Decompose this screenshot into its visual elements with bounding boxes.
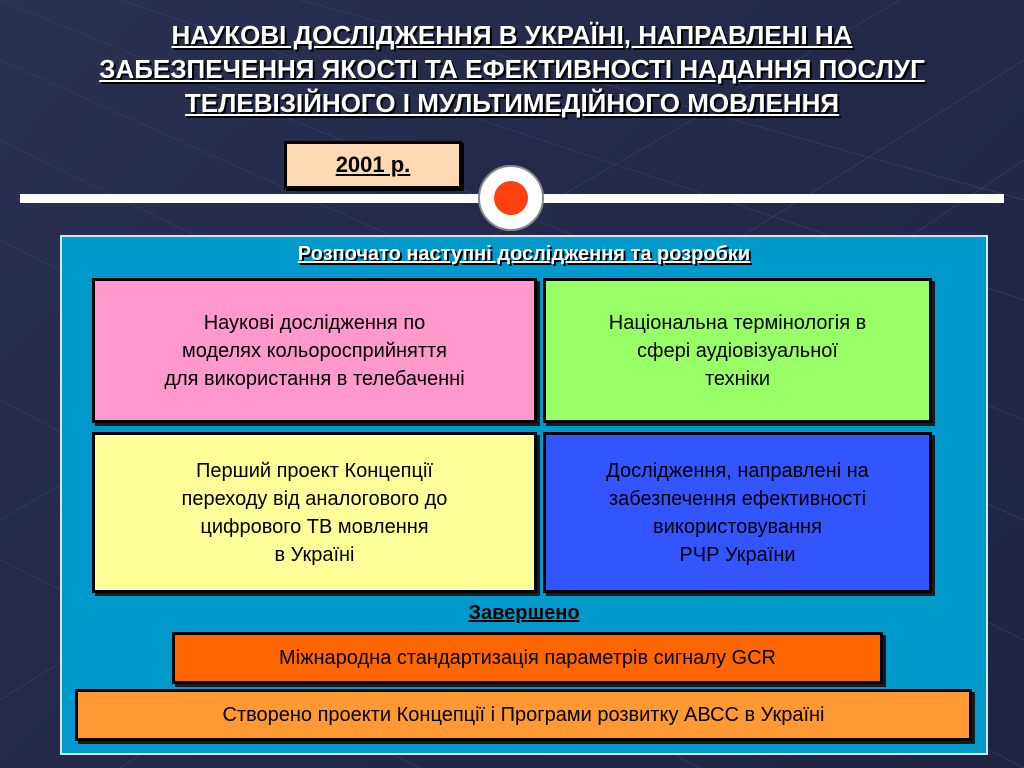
card-text: Дослідження, направлені на забезпечення ефективності використовування РЧР України	[606, 459, 869, 566]
year-label: 2001 р.	[284, 141, 462, 189]
card-text: Національна термінологія в сфері аудіовізуальної техніки	[608, 311, 867, 390]
card-text: Перший проект Концепції переходу від аналогового до цифрового ТВ мовлення в Україні	[181, 459, 448, 566]
completed-item-concept	[75, 689, 972, 741]
completed-item-text: Міжнародна стандартизація параметрів сигналу GCR	[279, 646, 776, 669]
completed-item-text: Створено проекти Концепції і Програми розвитку АВСС в Україні	[222, 703, 825, 726]
completed-label: Завершено	[468, 602, 580, 624]
timeline-marker-dot	[494, 181, 528, 215]
title-line-2: ЗАБЕЗПЕЧЕННЯ ЯКОСТІ ТА ЕФЕКТИВНОСТІ НАДАННЯ ПОСЛУГ	[99, 54, 925, 84]
title-line-3: ТЕЛЕВІЗІЙНОГО І МУЛЬТИМЕДІЙНОГО МОВЛЕННЯ	[184, 88, 840, 118]
page-title	[20, 18, 1004, 120]
panel-heading: Розпочато наступні дослідження та розробки	[297, 243, 751, 265]
title-line-1: НАУКОВІ ДОСЛІДЖЕННЯ В УКРАЇНІ, НАПРАВЛЕНІ НА	[171, 20, 853, 50]
card-terminology	[543, 278, 932, 423]
card-text: Наукові дослідження по моделях кольоросприйняття для використання в телебаченні	[164, 311, 465, 390]
timeline-marker	[478, 165, 544, 231]
card-digital-tv-concept	[92, 432, 537, 593]
completed-item-gcr	[172, 632, 883, 684]
card-color-perception	[92, 278, 537, 423]
card-spectrum-research	[543, 432, 932, 593]
